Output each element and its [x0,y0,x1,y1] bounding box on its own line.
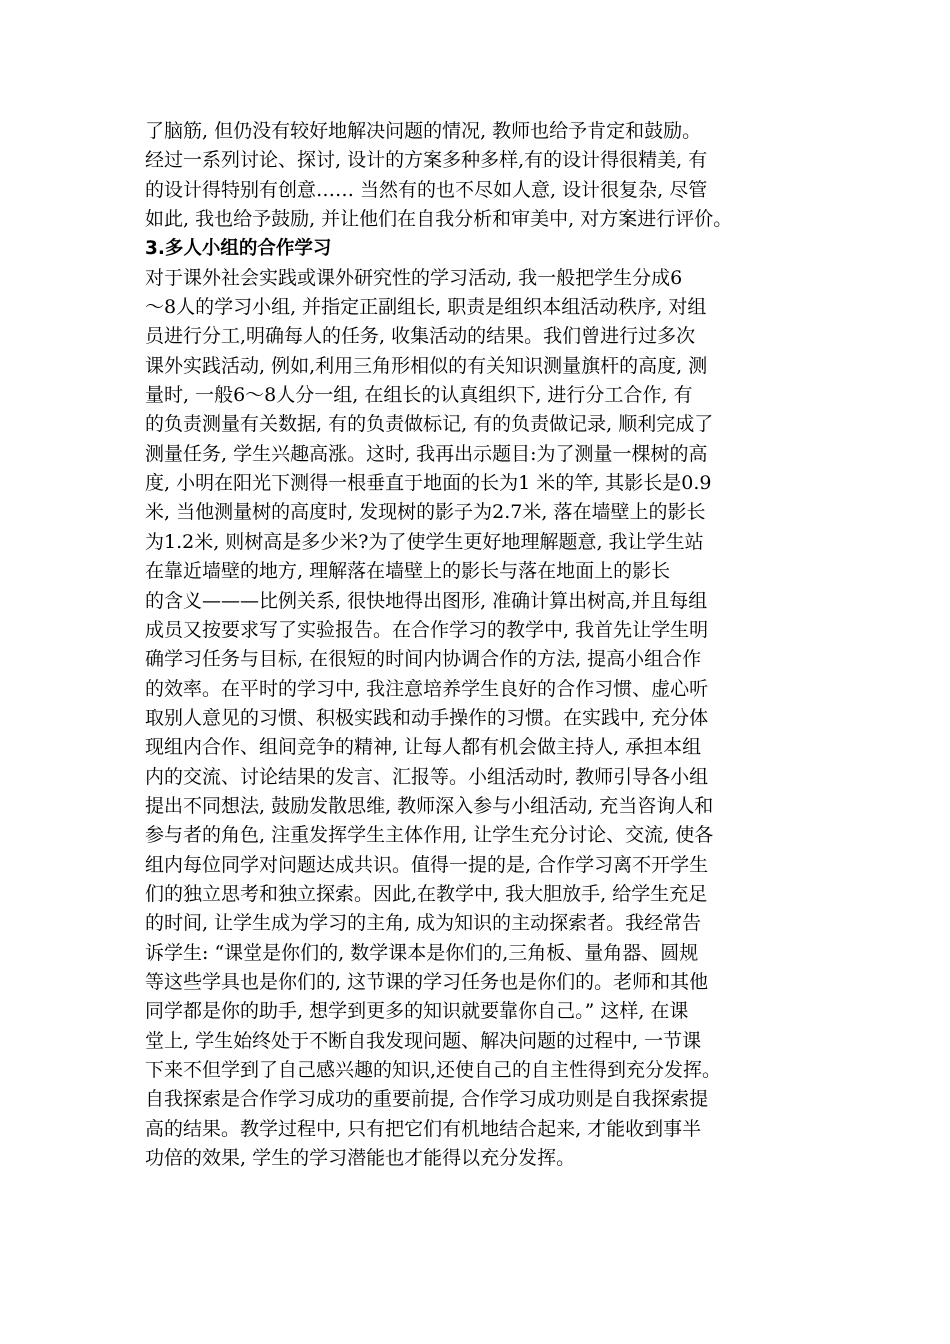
body-line: 组内每位同学对问题达成共识。值得一提的是, 合作学习离不开学生 [145,853,709,876]
body-line: 们的独立思考和独立探索。因此,在教学中, 我大胆放手, 给学生充足 [145,882,708,905]
body-line: 功倍的效果, 学生的学习潜能也才能得以充分发挥。 [145,1147,576,1170]
body-line: 为1.2米, 则树高是多少米?为了使学生更好地理解题意, 我让学生站 [145,530,704,553]
body-line: 的负责测量有关数据, 有的负责做标记, 有的负责做记录, 顺利完成了 [145,413,714,436]
body-line: 高的结果。教学过程中, 只有把它们有机地结合起来, 才能收到事半 [145,1117,702,1140]
body-line: 现组内合作、组间竞争的精神, 让每人都有机会做主持人, 承担本组 [145,736,702,759]
body-line: 的设计得特别有创意…… 当然有的也不尽如人意, 设计很复杂, 尽管 [145,178,708,201]
body-line: 诉学生: “课堂是你们的, 数学课本是你们的,三角板、量角器、圆规 [145,941,699,964]
document-body [145,117,825,1173]
body-line: 对于课外社会实践或课外研究性的学习活动, 我一般把学生分成6 [145,266,683,289]
body-line: 自我探索是合作学习成功的重要前提, 合作学习成功则是自我探索提 [145,1088,709,1111]
body-line: 内的交流、讨论结果的发言、汇报等。小组活动时, 教师引导各小组 [145,765,709,788]
body-line: 确学习任务与目标, 在很短的时间内协调合作的方法, 提高小组合作 [145,648,702,671]
body-line: 的时间, 让学生成为学习的主角, 成为知识的主动探索者。我经常告 [145,912,702,935]
body-line: 度, 小明在阳光下测得一根垂直于地面的长为1 米的竿, 其影长是0.9 [145,472,712,495]
body-line: 量时, 一般6～8人分一组, 在组长的认真组织下, 进行分工合作, 有 [145,384,693,407]
body-line: 的效率。在平时的学习中, 我注意培养学生良好的合作习惯、虚心听 [145,677,709,700]
body-line: 如此, 我也给予鼓励, 并让他们在自我分析和审美中, 对方案进行评价。 [145,208,733,231]
body-line: 了脑筋, 但仍没有较好地解决问题的情况, 教师也给予肯定和鼓励。 [145,120,702,142]
body-line: 成员又按要求写了实验报告。在合作学习的教学中, 我首先让学生明 [145,618,709,641]
body-line: 课外实践活动, 例如,利用三角形相似的有关知识测量旗杆的高度, 测 [145,354,708,377]
body-line: 等这些学具也是你们的, 这节课的学习任务也是你们的。老师和其他 [145,970,709,993]
section-heading: 3.多人小组的合作学习 [145,238,332,260]
body-line: 下来不但学到了自己感兴趣的知识,还使自己的自主性得到充分发挥。 [145,1059,722,1081]
body-line: 同学都是你的助手, 想学到更多的知识就要靠你自己。” 这样, 在课 [145,1000,689,1023]
body-line: 堂上, 学生始终处于不断自我发现问题、解决问题的过程中, 一节课 [145,1029,702,1052]
body-line: 提出不同想法, 鼓励发散思维, 教师深入参与小组活动, 充当咨询人和 [145,794,714,817]
body-line: 参与者的角色, 注重发挥学生主体作用, 让学生充分讨论、交流, 使各 [145,824,714,847]
body-line: 米, 当他测量树的高度时, 发现树的影子为2.7米, 落在墙壁上的影长 [145,501,706,524]
body-line: 经过一系列讨论、探讨, 设计的方案多种多样,有的设计得很精美, 有 [145,149,708,172]
body-line: ～8人的学习小组, 并指定正副组长, 职责是组织本组活动秩序, 对组 [145,296,707,319]
body-line: 的含义———比例关系, 很快地得出图形, 准确计算出树高,并且每组 [145,589,708,612]
body-line: 在靠近墙壁的地方, 理解落在墙壁上的影长与落在地面上的影长 [145,560,671,583]
body-line: 取别人意见的习惯、积极实践和动手操作的习惯。在实践中, 充分体 [145,706,709,729]
body-line: 测量任务, 学生兴趣高涨。这时, 我再出示题目:为了测量一棵树的高 [145,442,708,465]
body-line: 员进行分工,明确每人的任务, 收集活动的结果。我们曾进行过多次 [145,325,696,348]
